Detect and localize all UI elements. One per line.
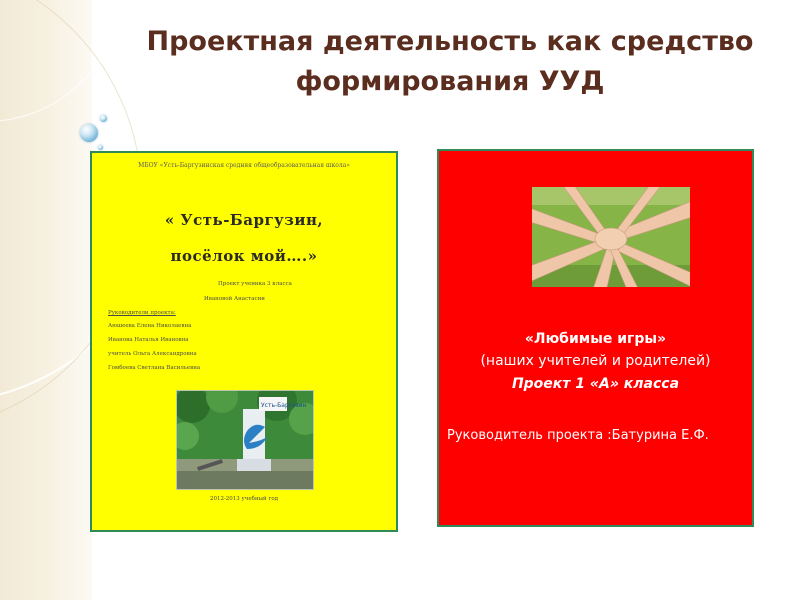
cover-detail: Иванова Наталья Ивановна (108, 337, 189, 343)
project-class: Проект 1 «А» класса (511, 376, 680, 392)
village-sign-illustration (177, 391, 313, 489)
project-name: «Любимые игры» (524, 331, 667, 347)
project-title-line1: « Усть-Баргузин, (164, 211, 324, 229)
slide-title: Проектная деятельность как средство формирования УУД (146, 26, 754, 97)
project-subtitle: (наших учителей и родителей) (480, 353, 711, 369)
cover-detail: Руководители проекта: (108, 310, 176, 316)
decorative-side-band (0, 0, 92, 600)
school-header: МБОУ «Усть-Баргузинская средняя общеобразовательная школа» (138, 162, 350, 169)
decorative-bubble-icon (100, 115, 107, 122)
project-title-line2: посёлок мой….» (170, 247, 318, 265)
cover-detail: учитель Ольга Александровна (108, 351, 197, 357)
decorative-bubble-icon (80, 124, 98, 142)
village-sign-photo (176, 390, 314, 490)
cover-detail: Гомбоева Светлана Васильевна (108, 365, 201, 371)
hands-together-photo (532, 187, 690, 287)
cover-detail: Ивановой Анастасии (204, 296, 265, 302)
right-project-cover (437, 149, 754, 527)
cover-detail: Проект ученика 3 класса (218, 281, 292, 287)
decorative-bubble-icon (98, 145, 103, 150)
school-year: 2012-2013 учебный год (209, 496, 279, 502)
left-project-cover (90, 151, 398, 532)
hands-illustration (532, 187, 690, 287)
cover-detail: Аюшеева Елена Николаевна (108, 323, 192, 329)
project-leader: Руководитель проекта :Батурина Е.Ф. (447, 428, 709, 443)
sign-text: Усть-Баргузин (261, 402, 307, 409)
